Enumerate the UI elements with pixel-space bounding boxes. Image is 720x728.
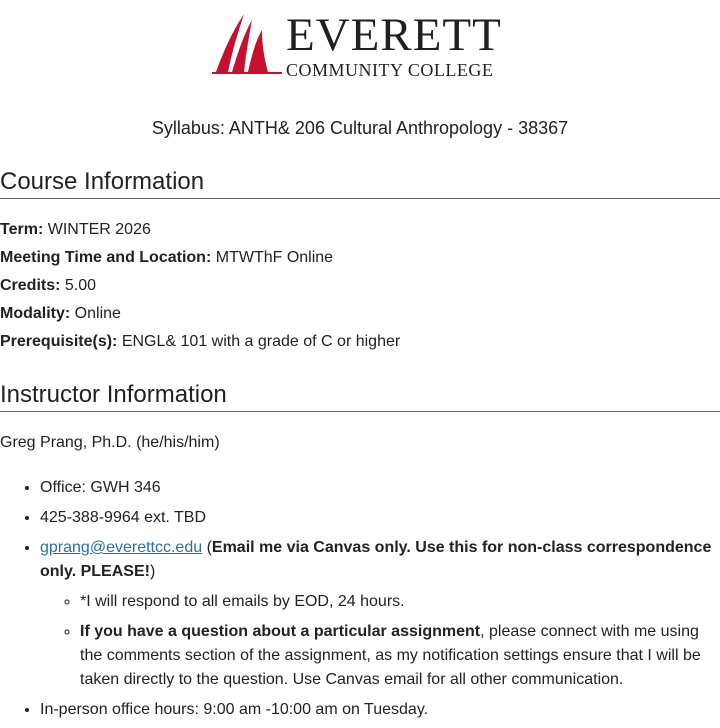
field-value: MTWThF Online — [215, 249, 334, 266]
email-close-paren: ) — [149, 563, 156, 580]
logo-mark-icon — [212, 10, 282, 76]
assignment-note-rest: , please connect with me using the comments section of the assignment, as my notification settings ensure that I will be taken directly to the question. Use Canvas email for all other communication. — [80, 623, 701, 688]
course-info-heading: Course Information — [0, 168, 720, 199]
college-logo — [212, 9, 508, 80]
assignment-note-lead: If you have a question about a particular assignment — [80, 623, 481, 640]
syllabus-title: Syllabus: ANTH& 206 Cultural Anthropology - 38367 — [151, 118, 569, 138]
email-sublist — [40, 590, 720, 692]
instructor-details-list — [0, 476, 720, 728]
field-label: Meeting Time and Location: — [0, 249, 212, 266]
email-link[interactable]: gprang@everettcc.edu — [40, 539, 203, 556]
credits-field — [0, 276, 96, 296]
email-open-paren: ( — [202, 539, 212, 556]
prerequisite-field — [0, 332, 400, 352]
instructor-info-heading: Instructor Information — [0, 381, 720, 412]
modality-field — [0, 304, 121, 324]
assignment-note-item — [80, 620, 720, 692]
field-value: 5.00 — [64, 277, 97, 294]
field-label: Modality: — [0, 305, 71, 322]
instructor-name: Greg Prang, Ph.D. (he/his/him) — [0, 434, 220, 451]
email-item — [40, 536, 720, 692]
field-label: Prerequisite(s): — [0, 333, 118, 350]
field-value: Online — [74, 305, 121, 322]
term-field — [0, 220, 151, 240]
field-value: WINTER 2026 — [47, 221, 151, 238]
email-note: Email me via Canvas only. Use this for non-class correspondence only. PLEASE! — [40, 539, 712, 580]
field-label: Credits: — [0, 277, 61, 294]
phone-item: • 425-388-9964 ext. TBD — [40, 506, 720, 530]
respond-note-item: ◦ *I will respond to all emails by EOD, 24 hours. — [80, 590, 720, 614]
meeting-field — [0, 248, 333, 268]
office-hours-item: • In-person office hours: 9:00 am -10:00 am on Tuesday. — [40, 698, 720, 722]
office-item: • Office: GWH 346 — [40, 476, 720, 500]
field-label: Term: — [0, 221, 44, 238]
field-value: ENGL& 101 with a grade of C or higher — [121, 333, 401, 350]
logo-line2: COMMUNITY COLLEGE — [286, 60, 494, 80]
logo-line1: EVERETT — [286, 9, 502, 61]
